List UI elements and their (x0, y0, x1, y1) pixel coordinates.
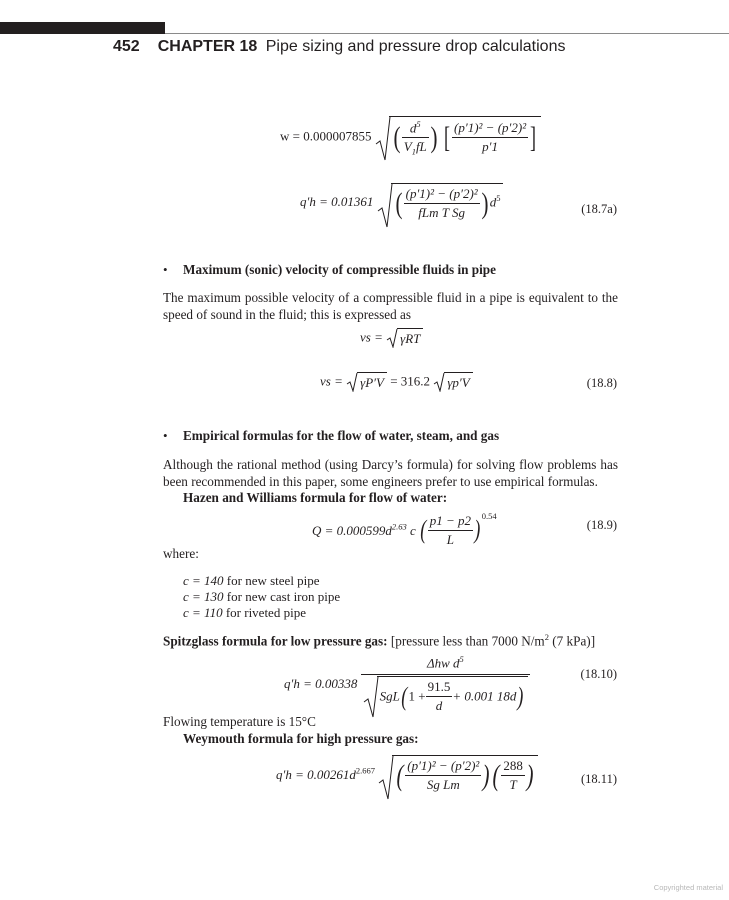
bullet-marker: • (163, 428, 168, 443)
equation-vs-lhs: vs = (360, 329, 383, 345)
equation-18-9-lhs: $Q = 0.000599d^{2.63}$ c (312, 521, 416, 538)
equation-18-8-mid: = 316.2 (390, 373, 431, 389)
where-label: where: (163, 546, 199, 561)
equation-18-8-radical-1: γP′V (346, 372, 387, 391)
equation-number-18-9: (18.9) (586, 518, 617, 532)
equation-sonic-velocity (360, 328, 423, 347)
equation-w-radical: ( $\frac{d^5}{V_1fL}$ ) [ $\frac{\text{(p′1)² − (p′2)²}}{p'1}$ ] (375, 116, 541, 157)
subheading-hazen-williams: Hazen and Williams formula for flow of water: (183, 490, 448, 505)
spitzglass-heading: Spitzglass formula for low pressure gas: [pressure less than 7000 $N/m^2$ (7 kPa)] (163, 632, 596, 649)
section-heading-sonic-velocity: Maximum (sonic) velocity of compressible fluids in pipe (183, 262, 496, 277)
header-bar (0, 22, 165, 34)
list-item: c = 110 for riveted pipe (183, 605, 306, 620)
section-heading-empirical-formulas: Empirical formulas for the flow of water, steam, and gas (183, 428, 500, 443)
equation-w-lhs: w = 0.000007855 (280, 128, 372, 144)
equation-number-18-8: (18.8) (586, 376, 617, 390)
equation-vs-radical: γRT (386, 328, 423, 347)
paragraph-empirical-formulas: Although the rational method (using Darcy’s formula) for solving flow problems has been recommended in this paper, some engineers prefer to use empirical formulas. (163, 457, 618, 489)
equation-18-10-fraction: Δhw $d^5$ SgL(1 + $\frac{91.5}{d}$ + 0.001 18d) (361, 654, 530, 714)
equation-18-10-radical: SgL(1 + $\frac{91.5}{d}$ + 0.001 18d) (363, 676, 528, 714)
chapter-title: Pipe sizing and pressure drop calculations (265, 38, 566, 55)
equation-number-18-7a: (18.7a) (581, 202, 617, 216)
equation-18-11-lhs: $q'h = 0.00261d^{2.667}$ (276, 765, 375, 782)
equation-number-18-10: (18.10) (580, 667, 617, 681)
equation-18-8-lhs: vs = (320, 373, 343, 389)
equation-18-10 (284, 654, 530, 714)
paragraph-sonic-velocity: The maximum possible velocity of a compressible fluid in a pipe is equivalent to the speed of sound in the fluid; this is expressed as (163, 290, 618, 322)
flowing-temperature: Flowing temperature is 15°C (163, 714, 316, 729)
equation-18-8-radical-2: γp′V (433, 372, 472, 391)
equation-18-8 (320, 372, 473, 391)
equation-w (280, 116, 541, 157)
equation-18-7a (300, 183, 503, 221)
chapter-label: CHAPTER 18 (157, 38, 258, 55)
equation-18-7a-lhs: q′h = 0.01361 (300, 194, 374, 209)
equation-18-10-lhs: q′h = 0.00338 (284, 676, 358, 692)
equation-18-11-radical: ( $\frac{\text{(p′1)² − (p′2)²}}{\text{Sg Lm}}$ ) ( $\frac{288}{T}$ ) (378, 755, 538, 793)
page-number: 452 (113, 38, 140, 55)
equation-18-11 (276, 755, 538, 793)
weymouth-heading: Weymouth formula for high pressure gas: (183, 731, 419, 746)
list-item: c = 140 for new steel pipe (183, 573, 320, 588)
copyright-notice: Copyrighted material (653, 883, 723, 892)
bullet-marker: • (163, 262, 168, 277)
equation-18-9: $Q = 0.000599d^{2.63}$ c ( $\frac{p1 - p2}{L}$ )$^{0.54}$ (312, 511, 497, 547)
equation-number-18-11: (18.11) (581, 772, 617, 786)
header-rule (165, 33, 729, 34)
running-head (113, 38, 565, 56)
equation-18-7a-radical: ( $\frac{\text{(p′1)² − (p′2)²}}{\text{fLm T Sg}}$ ) $d^5$ (377, 183, 504, 221)
list-item: c = 130 for new cast iron pipe (183, 589, 341, 604)
